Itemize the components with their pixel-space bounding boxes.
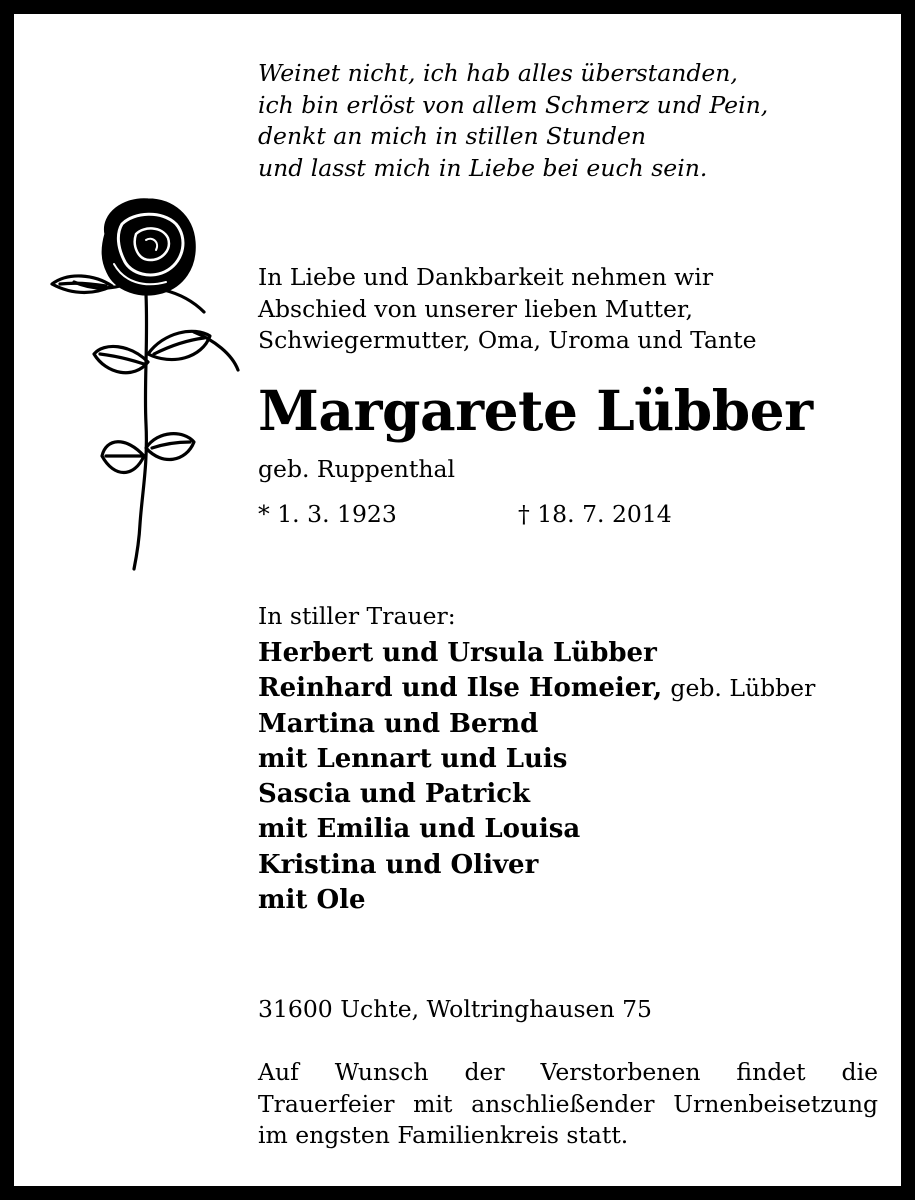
poem: [258, 58, 861, 184]
deceased-name: Margarete Lübber: [258, 378, 813, 443]
rose-illustration: [44, 194, 244, 574]
mourner-row: [258, 883, 861, 918]
intro-line: In Liebe und Dankbarkeit nehmen wir: [258, 263, 714, 291]
funeral-notice: Auf Wunsch der Verstorbenen findet die Trauerfeier mit anschließender Urnenbeisetzung im engsten Familienkreis statt.: [258, 1058, 878, 1149]
address: 31600 Uchte, Woltringhausen 75: [258, 995, 652, 1023]
mourners-label: In stiller Trauer:: [258, 602, 456, 630]
mourner-name: mit Emilia und Louisa: [258, 814, 581, 845]
poem-line: und lasst mich in Liebe bei euch sein.: [258, 153, 708, 182]
mourner-name: Herbert und Ursula Lübber: [258, 638, 657, 668]
mourner-row: [258, 848, 861, 883]
maiden-name: geb. Ruppenthal: [258, 455, 455, 483]
poem-line: Weinet nicht, ich hab alles überstanden,: [258, 59, 738, 87]
mourner-name: mit Ole: [258, 885, 366, 916]
mourner-name: Sascia und Patrick: [258, 779, 531, 810]
intro-line: Abschied von unserer lieben Mutter,: [258, 294, 694, 323]
mourners-list: [258, 636, 861, 918]
mourner-name: Martina und Bernd: [258, 708, 539, 739]
mourner-name: Reinhard und Ilse Homeier,: [258, 673, 663, 704]
mourner-row: [258, 671, 861, 706]
mourner-maiden-name: geb. Lübber: [670, 674, 816, 703]
mourner-name: Kristina und Oliver: [258, 849, 539, 880]
mourner-name: mit Lennart und Luis: [258, 743, 568, 774]
mourner-row: [258, 636, 861, 671]
mourner-row: [258, 707, 861, 742]
mourner-row: [258, 812, 861, 847]
intro-text: [258, 262, 861, 357]
mourner-row: [258, 742, 861, 777]
mourner-row: [258, 777, 861, 812]
poem-line: ich bin erlöst von allem Schmerz und Pein,: [258, 90, 769, 119]
birth-date: * 1. 3. 1923: [258, 500, 397, 528]
intro-line: Schwiegermutter, Oma, Uroma und Tante: [258, 326, 757, 354]
death-date: † 18. 7. 2014: [518, 500, 672, 528]
poem-line: denkt an mich in stillen Stunden: [258, 122, 647, 150]
